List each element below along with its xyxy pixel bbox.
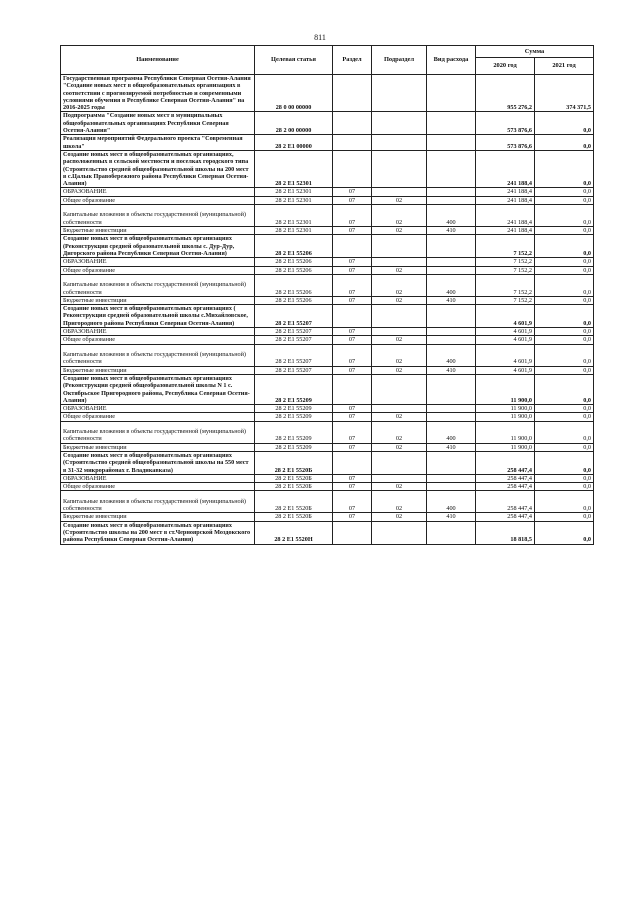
cell-subsection <box>372 188 427 196</box>
cell-amount-2020: 241 188,4 <box>476 196 535 204</box>
cell-target: 28 2 Е1 52301 <box>255 205 333 227</box>
cell-target: 28 2 Е1 5520Б <box>255 491 333 513</box>
cell-amount-2020: 11 900,0 <box>476 421 535 443</box>
table-body <box>61 75 594 545</box>
header-year-2021: 2021 год <box>535 58 594 75</box>
cell-target: 28 2 Е1 55206 <box>255 266 333 274</box>
cell-amount-2020: 241 188,4 <box>476 188 535 196</box>
cell-amount-2020: 11 900,0 <box>476 374 535 404</box>
cell-amount-2021: 0,0 <box>535 521 594 544</box>
table-row <box>61 188 594 196</box>
cell-section: 07 <box>333 443 372 451</box>
cell-subsection <box>372 405 427 413</box>
cell-expense-type <box>427 451 476 474</box>
cell-subsection: 02 <box>372 205 427 227</box>
table-row <box>61 305 594 328</box>
cell-name: Общее образование <box>61 266 255 274</box>
cell-subsection <box>372 328 427 336</box>
cell-section: 07 <box>333 413 372 421</box>
cell-subsection <box>372 521 427 544</box>
cell-name: Создание новых мест в общеобразовательных организациях, расположенных в сельской местности и поселках городского типа (Строительство средней общеобразовательной школы на 200 мест в с.Цалык Правобережного района Республики Северная Осетия-Алания) <box>61 150 255 187</box>
cell-subsection: 02 <box>372 274 427 296</box>
cell-name: ОБРАЗОВАНИЕ <box>61 188 255 196</box>
cell-subsection: 02 <box>372 513 427 521</box>
cell-amount-2021: 0,0 <box>535 336 594 344</box>
cell-expense-type <box>427 336 476 344</box>
cell-expense-type <box>427 521 476 544</box>
cell-subsection <box>372 451 427 474</box>
cell-amount-2021: 0,0 <box>535 196 594 204</box>
cell-name: Общее образование <box>61 413 255 421</box>
cell-name: Бюджетные инвестиции <box>61 366 255 374</box>
table-row <box>61 112 594 135</box>
table-row <box>61 374 594 404</box>
cell-expense-type <box>427 374 476 404</box>
table-row <box>61 451 594 474</box>
cell-amount-2020: 4 601,9 <box>476 366 535 374</box>
cell-name: Общее образование <box>61 483 255 491</box>
cell-expense-type: 410 <box>427 296 476 304</box>
cell-amount-2020: 18 818,5 <box>476 521 535 544</box>
cell-name: Капитальные вложения в объекты государственной (муниципальной) собственности <box>61 344 255 366</box>
cell-amount-2020: 4 601,9 <box>476 328 535 336</box>
cell-amount-2020: 241 188,4 <box>476 227 535 235</box>
cell-expense-type <box>427 413 476 421</box>
cell-section: 07 <box>333 266 372 274</box>
cell-expense-type: 400 <box>427 344 476 366</box>
cell-subsection: 02 <box>372 366 427 374</box>
cell-amount-2020: 955 276,2 <box>476 75 535 112</box>
cell-amount-2020: 4 601,9 <box>476 336 535 344</box>
cell-section: 07 <box>333 474 372 482</box>
table-row <box>61 443 594 451</box>
cell-amount-2021: 0,0 <box>535 274 594 296</box>
cell-amount-2021: 0,0 <box>535 305 594 328</box>
cell-target: 28 2 Е1 52301 <box>255 196 333 204</box>
cell-subsection: 02 <box>372 344 427 366</box>
cell-target: 28 2 Е1 52301 <box>255 150 333 187</box>
cell-amount-2020: 7 152,2 <box>476 266 535 274</box>
cell-target: 28 2 Е1 55206 <box>255 258 333 266</box>
cell-subsection <box>372 474 427 482</box>
cell-expense-type: 400 <box>427 491 476 513</box>
cell-amount-2021: 0,0 <box>535 296 594 304</box>
cell-section: 07 <box>333 296 372 304</box>
cell-target: 28 2 Е1 5520Н <box>255 521 333 544</box>
cell-subsection: 02 <box>372 266 427 274</box>
cell-expense-type: 410 <box>427 513 476 521</box>
cell-amount-2021: 0,0 <box>535 421 594 443</box>
cell-target: 28 2 Е1 00000 <box>255 135 333 151</box>
cell-name: Создание новых мест в общеобразовательных организациях (Строительство средней общеобразовательной школы на 550 мест в 31-32 микрорайонах г. Владикавказа) <box>61 451 255 474</box>
cell-name: Бюджетные инвестиции <box>61 443 255 451</box>
table-row <box>61 336 594 344</box>
cell-name: Капитальные вложения в объекты государственной (муниципальной) собственности <box>61 205 255 227</box>
cell-subsection: 02 <box>372 196 427 204</box>
cell-expense-type: 400 <box>427 421 476 443</box>
cell-expense-type <box>427 258 476 266</box>
cell-amount-2021: 0,0 <box>535 235 594 258</box>
cell-name: ОБРАЗОВАНИЕ <box>61 405 255 413</box>
cell-section <box>333 135 372 151</box>
header-name: Наименование <box>61 46 255 75</box>
cell-section <box>333 75 372 112</box>
cell-amount-2020: 7 152,2 <box>476 235 535 258</box>
cell-section <box>333 305 372 328</box>
table-row <box>61 235 594 258</box>
cell-expense-type: 400 <box>427 205 476 227</box>
cell-section <box>333 451 372 474</box>
table-row <box>61 150 594 187</box>
cell-section: 07 <box>333 205 372 227</box>
cell-target: 28 2 Е1 55207 <box>255 366 333 374</box>
cell-name: Бюджетные инвестиции <box>61 227 255 235</box>
table-row <box>61 491 594 513</box>
cell-section <box>333 235 372 258</box>
cell-amount-2021: 0,0 <box>535 150 594 187</box>
cell-section: 07 <box>333 188 372 196</box>
table-row <box>61 227 594 235</box>
cell-section: 07 <box>333 274 372 296</box>
cell-section: 07 <box>333 513 372 521</box>
cell-name: Капитальные вложения в объекты государственной (муниципальной) собственности <box>61 274 255 296</box>
cell-subsection <box>372 135 427 151</box>
cell-expense-type <box>427 112 476 135</box>
cell-name: Создание новых мест в общеобразовательных организациях (Реконструкция средней образовательной школы с. Дур-Дур, Дигорского района Республики Северная Осетия-Алания) <box>61 235 255 258</box>
header-target: Целевая статья <box>255 46 333 75</box>
cell-target: 28 2 Е1 55206 <box>255 235 333 258</box>
cell-name: Бюджетные инвестиции <box>61 296 255 304</box>
header-expense-type: Вид расхода <box>427 46 476 75</box>
table-row <box>61 266 594 274</box>
cell-amount-2021: 0,0 <box>535 405 594 413</box>
cell-target: 28 2 Е1 5520Б <box>255 474 333 482</box>
cell-subsection: 02 <box>372 227 427 235</box>
table-row <box>61 205 594 227</box>
cell-amount-2020: 7 152,2 <box>476 274 535 296</box>
cell-subsection <box>372 150 427 187</box>
cell-amount-2020: 573 876,6 <box>476 112 535 135</box>
cell-expense-type <box>427 188 476 196</box>
cell-subsection: 02 <box>372 491 427 513</box>
cell-expense-type <box>427 266 476 274</box>
cell-section: 07 <box>333 491 372 513</box>
cell-amount-2021: 0,0 <box>535 205 594 227</box>
cell-target: 28 2 00 00000 <box>255 112 333 135</box>
cell-amount-2020: 11 900,0 <box>476 413 535 421</box>
cell-expense-type <box>427 405 476 413</box>
cell-amount-2021: 0,0 <box>535 483 594 491</box>
cell-amount-2020: 7 152,2 <box>476 296 535 304</box>
table-row <box>61 328 594 336</box>
cell-amount-2021: 0,0 <box>535 474 594 482</box>
cell-section: 07 <box>333 344 372 366</box>
cell-name: Подпрограмма "Создание новых мест в муниципальных общеобразовательных организациях Республики Северная Осетия-Алания" <box>61 112 255 135</box>
table-row <box>61 274 594 296</box>
cell-target: 28 2 Е1 55209 <box>255 374 333 404</box>
cell-amount-2021: 0,0 <box>535 374 594 404</box>
cell-amount-2021: 0,0 <box>535 344 594 366</box>
cell-name: Капитальные вложения в объекты государственной (муниципальной) собственности <box>61 491 255 513</box>
cell-name: Создание новых мест в общеобразовательных организациях (Реконструкция средней общеобразовательной школы N 1 с. Октябрьское Пригородного района, Республика Северная Осетия-Алания) <box>61 374 255 404</box>
table-row <box>61 75 594 112</box>
cell-amount-2021: 0,0 <box>535 112 594 135</box>
table-row <box>61 405 594 413</box>
cell-expense-type <box>427 328 476 336</box>
cell-target: 28 2 Е1 55206 <box>255 274 333 296</box>
cell-target: 28 2 Е1 55206 <box>255 296 333 304</box>
cell-expense-type <box>427 474 476 482</box>
cell-expense-type <box>427 305 476 328</box>
cell-section: 07 <box>333 258 372 266</box>
table-row <box>61 135 594 151</box>
cell-amount-2021: 0,0 <box>535 413 594 421</box>
table-row <box>61 413 594 421</box>
cell-section <box>333 112 372 135</box>
table-row <box>61 483 594 491</box>
cell-expense-type: 410 <box>427 227 476 235</box>
cell-amount-2020: 258 447,4 <box>476 451 535 474</box>
cell-expense-type <box>427 150 476 187</box>
cell-name: Реализация мероприятий Федерального проекта "Современная школа" <box>61 135 255 151</box>
cell-name: Общее образование <box>61 196 255 204</box>
cell-subsection <box>372 374 427 404</box>
cell-name: ОБРАЗОВАНИЕ <box>61 474 255 482</box>
cell-amount-2020: 241 188,4 <box>476 150 535 187</box>
cell-subsection: 02 <box>372 421 427 443</box>
cell-section: 07 <box>333 483 372 491</box>
cell-amount-2021: 0,0 <box>535 258 594 266</box>
cell-section: 07 <box>333 336 372 344</box>
cell-name: Государственная программа Республики Северная Осетия-Алания "Создание новых мест в общеобразовательных организациях в соответствии с прогнозируемой потребностью и современными условиями обучения в Республике Северная Осетия-Алания" на 2016-2025 годы <box>61 75 255 112</box>
cell-amount-2020: 258 447,4 <box>476 483 535 491</box>
header-subsection: Подраздел <box>372 46 427 75</box>
cell-target: 28 2 Е1 5520Б <box>255 513 333 521</box>
cell-target: 28 2 Е1 55207 <box>255 328 333 336</box>
cell-amount-2021: 0,0 <box>535 443 594 451</box>
cell-subsection <box>372 235 427 258</box>
cell-amount-2020: 7 152,2 <box>476 258 535 266</box>
cell-subsection: 02 <box>372 443 427 451</box>
cell-target: 28 2 Е1 55209 <box>255 405 333 413</box>
cell-target: 28 2 Е1 52301 <box>255 188 333 196</box>
cell-subsection <box>372 112 427 135</box>
table-row <box>61 196 594 204</box>
cell-subsection: 02 <box>372 413 427 421</box>
cell-section: 07 <box>333 328 372 336</box>
cell-section: 07 <box>333 227 372 235</box>
table-row <box>61 421 594 443</box>
cell-target: 28 2 Е1 55209 <box>255 443 333 451</box>
header-sum: Сумма <box>476 46 594 58</box>
cell-amount-2020: 11 900,0 <box>476 443 535 451</box>
cell-amount-2021: 0,0 <box>535 513 594 521</box>
cell-amount-2020: 11 900,0 <box>476 405 535 413</box>
cell-target: 28 2 Е1 55207 <box>255 305 333 328</box>
cell-expense-type <box>427 135 476 151</box>
cell-expense-type <box>427 483 476 491</box>
cell-target: 28 2 Е1 55207 <box>255 336 333 344</box>
cell-amount-2021: 0,0 <box>535 451 594 474</box>
cell-expense-type <box>427 235 476 258</box>
table-row <box>61 513 594 521</box>
header-year-2020: 2020 год <box>476 58 535 75</box>
cell-name: Создание новых мест в общеобразовательных организациях (Строительство школы на 200 мест в ст.Черноярской Моздокского района Республики Северная Осетия-Алания) <box>61 521 255 544</box>
cell-target: 28 2 Е1 55209 <box>255 413 333 421</box>
cell-subsection <box>372 258 427 266</box>
cell-name: Бюджетные инвестиции <box>61 513 255 521</box>
cell-amount-2020: 4 601,9 <box>476 305 535 328</box>
cell-section <box>333 521 372 544</box>
table-row <box>61 296 594 304</box>
cell-amount-2021: 0,0 <box>535 266 594 274</box>
cell-name: Общее образование <box>61 336 255 344</box>
table-row <box>61 521 594 544</box>
cell-expense-type <box>427 75 476 112</box>
header-section: Раздел <box>333 46 372 75</box>
table-row <box>61 258 594 266</box>
cell-amount-2021: 0,0 <box>535 491 594 513</box>
cell-section <box>333 374 372 404</box>
cell-amount-2020: 258 447,4 <box>476 491 535 513</box>
cell-name: ОБРАЗОВАНИЕ <box>61 328 255 336</box>
cell-amount-2021: 0,0 <box>535 227 594 235</box>
cell-expense-type: 410 <box>427 366 476 374</box>
cell-subsection: 02 <box>372 336 427 344</box>
cell-amount-2020: 573 876,6 <box>476 135 535 151</box>
cell-amount-2021: 0,0 <box>535 188 594 196</box>
cell-target: 28 2 Е1 55207 <box>255 344 333 366</box>
cell-subsection <box>372 75 427 112</box>
cell-expense-type: 400 <box>427 274 476 296</box>
cell-target: 28 2 Е1 52301 <box>255 227 333 235</box>
table-row <box>61 366 594 374</box>
page-number: 811 <box>314 33 326 42</box>
cell-amount-2020: 258 447,4 <box>476 474 535 482</box>
cell-expense-type <box>427 196 476 204</box>
cell-target: 28 2 Е1 5520Б <box>255 483 333 491</box>
cell-target: 28 2 Е1 5520Б <box>255 451 333 474</box>
cell-name: Создание новых мест в общеобразовательных организациях ( Реконструкция средней образовательной школы с.Михайловское, Пригородного района Республики Северная Осетия-Алания) <box>61 305 255 328</box>
cell-amount-2020: 258 447,4 <box>476 513 535 521</box>
cell-amount-2020: 241 188,4 <box>476 205 535 227</box>
cell-section: 07 <box>333 405 372 413</box>
cell-amount-2021: 0,0 <box>535 135 594 151</box>
cell-target: 28 0 00 00000 <box>255 75 333 112</box>
cell-amount-2021: 374 371,5 <box>535 75 594 112</box>
cell-subsection: 02 <box>372 296 427 304</box>
cell-name: ОБРАЗОВАНИЕ <box>61 258 255 266</box>
table-row <box>61 344 594 366</box>
cell-amount-2021: 0,0 <box>535 328 594 336</box>
cell-expense-type: 410 <box>427 443 476 451</box>
cell-target: 28 2 Е1 55209 <box>255 421 333 443</box>
cell-section: 07 <box>333 196 372 204</box>
table-row <box>61 474 594 482</box>
cell-section <box>333 150 372 187</box>
cell-subsection <box>372 305 427 328</box>
cell-section: 07 <box>333 421 372 443</box>
cell-amount-2021: 0,0 <box>535 366 594 374</box>
cell-amount-2020: 4 601,9 <box>476 344 535 366</box>
cell-subsection: 02 <box>372 483 427 491</box>
cell-section: 07 <box>333 366 372 374</box>
cell-name: Капитальные вложения в объекты государственной (муниципальной) собственности <box>61 421 255 443</box>
budget-table <box>60 45 594 545</box>
